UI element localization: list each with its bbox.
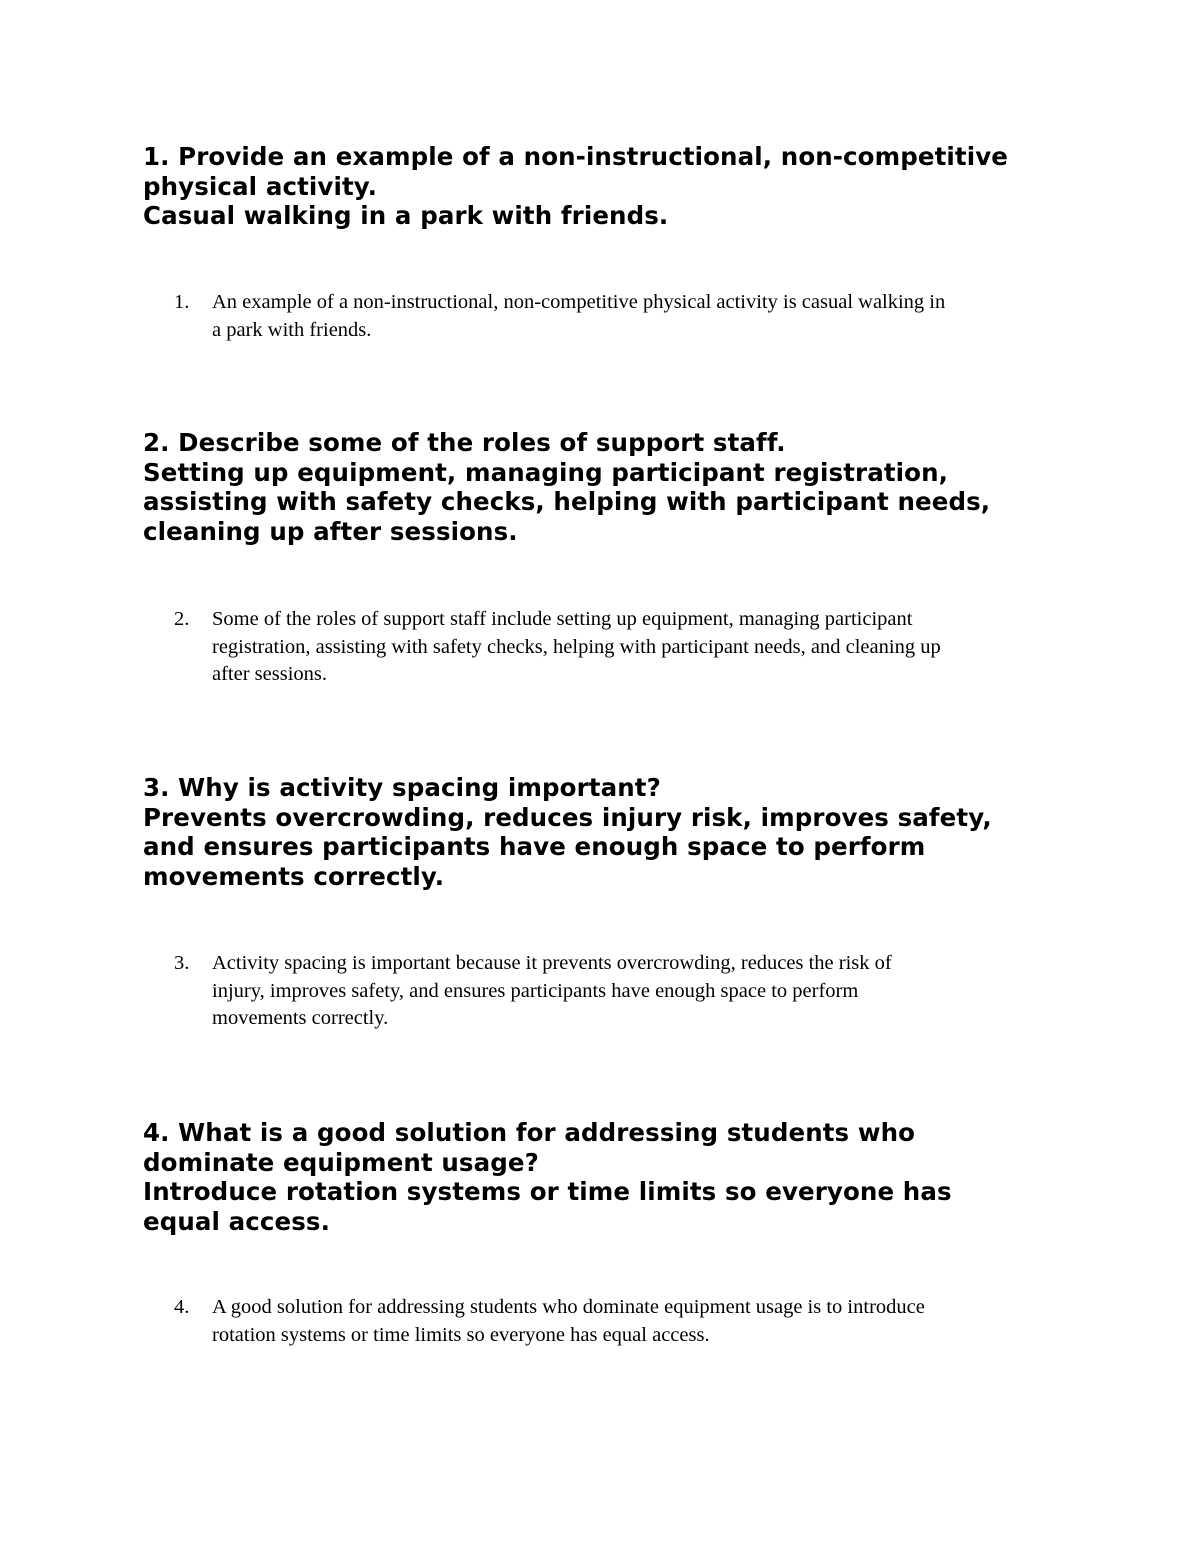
- explanation-item-2: [174, 606, 1074, 689]
- explanation-text-2: [212, 606, 1062, 689]
- question-3-line-1: 3. Why is activity spacing important?: [143, 773, 661, 802]
- explanation-2-line-3: after sessions.: [212, 663, 328, 685]
- answer-3-line-3: movements correctly.: [143, 861, 445, 891]
- question-block-2: [143, 428, 1103, 546]
- list-number-3: 3.: [174, 952, 190, 974]
- explanation-2-line-2: registration, assisting with safety checks, helping with participant needs, and cleaning up: [212, 635, 941, 658]
- explanation-3-line-3: movements correctly.: [212, 1007, 389, 1029]
- question-block-3: [143, 773, 1103, 891]
- explanation-item-3: [174, 950, 1074, 1033]
- explanation-text-1: [212, 289, 1062, 344]
- question-2-line-1: 2. Describe some of the roles of support staff.: [143, 428, 786, 457]
- explanation-item-1: [174, 289, 1074, 344]
- question-1-line-2: physical activity.: [143, 171, 377, 201]
- answer-2-line-3: cleaning up after sessions.: [143, 516, 518, 546]
- question-4-line-1: 4. What is a good solution for addressing students who: [143, 1118, 916, 1147]
- answer-3-line-2: and ensures participants have enough space to perform: [143, 832, 926, 861]
- explanation-text-4: [212, 1294, 1062, 1349]
- explanation-1-line-1: An example of a non-instructional, non-competitive physical activity is casual walking in: [212, 291, 946, 313]
- answer-2-line-1: Setting up equipment, managing participant registration,: [143, 457, 949, 487]
- question-4-line-2: dominate equipment usage?: [143, 1147, 539, 1177]
- answer-4-line-2: equal access.: [143, 1206, 331, 1236]
- answer-2-line-2: assisting with safety checks, helping with participant needs,: [143, 487, 991, 516]
- explanation-4-line-1: A good solution for addressing students who dominate equipment usage is to introduce: [212, 1296, 925, 1318]
- answer-1-line-1: Casual walking in a park with friends.: [143, 201, 669, 230]
- explanation-item-4: [174, 1294, 1074, 1349]
- explanation-3-line-1: Activity spacing is important because it prevents overcrowding, reduces the risk of: [212, 952, 892, 974]
- question-block-4: [143, 1118, 1103, 1236]
- list-number-2: 2.: [174, 608, 190, 630]
- list-number-4: 4.: [174, 1296, 190, 1318]
- question-1-line-1: 1. Provide an example of a non-instructional, non-competitive: [143, 142, 1008, 171]
- explanation-2-line-1: Some of the roles of support staff include setting up equipment, managing participant: [212, 608, 913, 630]
- list-number-1: 1.: [174, 291, 190, 313]
- explanation-4-line-2: rotation systems or time limits so everyone has equal access.: [212, 1323, 710, 1346]
- explanation-1-line-2: a park with friends.: [212, 318, 372, 341]
- explanation-3-line-2: injury, improves safety, and ensures participants have enough space to perform: [212, 979, 859, 1002]
- question-block-1: [143, 142, 1103, 231]
- answer-4-line-1: Introduce rotation systems or time limits so everyone has: [143, 1177, 952, 1206]
- answer-3-line-1: Prevents overcrowding, reduces injury risk, improves safety,: [143, 802, 992, 832]
- explanation-text-3: [212, 950, 1062, 1033]
